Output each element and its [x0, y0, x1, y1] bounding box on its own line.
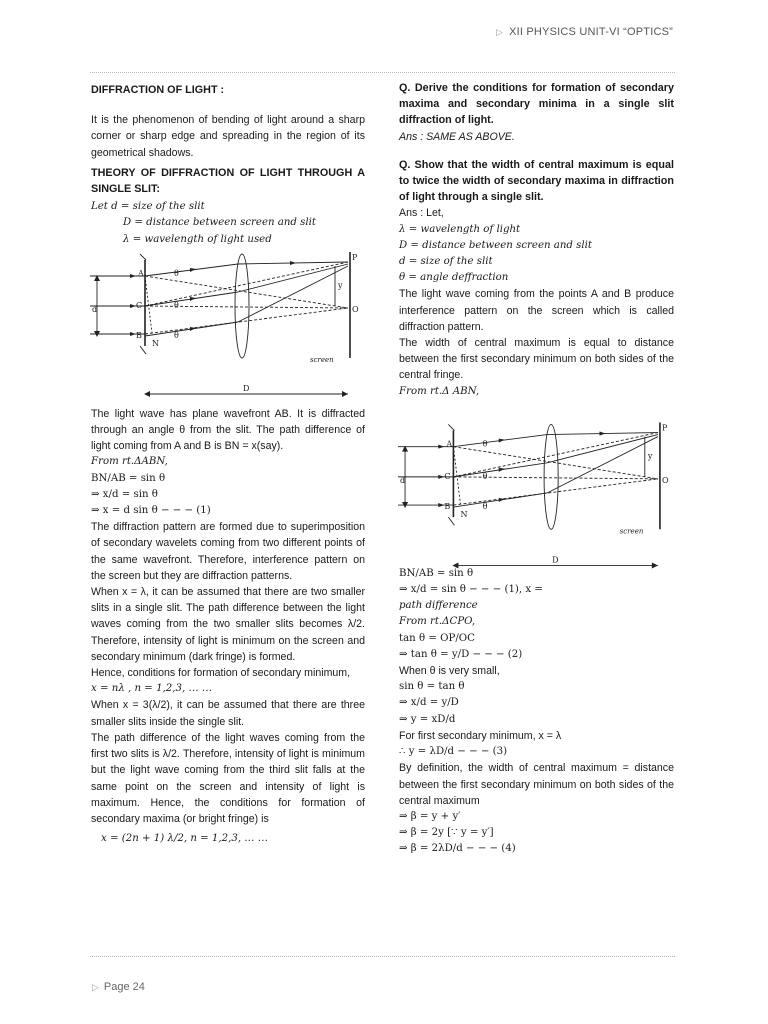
- label-C-r: C: [444, 471, 451, 481]
- eq-r-3: ∴ y = λD/d − − − (3): [399, 746, 508, 758]
- intro-paragraph: It is the phenomenon of bending of light around a sharp corner or sharp edge and spreading in the region of its geometrical shadows.: [91, 114, 365, 159]
- label-C: C: [136, 301, 143, 310]
- label-screen: screen: [310, 356, 334, 364]
- eq-r-path-diff: path difference: [399, 600, 478, 612]
- triangle-icon: ▷: [92, 982, 99, 992]
- eq-r-sin-tan: sin θ = tan θ: [399, 681, 465, 693]
- label-B-r: B: [444, 502, 451, 512]
- paragraph-conditions-min: Hence, conditions for formation of secondary minimum,: [91, 667, 351, 680]
- paragraph-interference: The light wave coming from the points A and B produce interference pattern on the screen which is called diffraction pattern.: [399, 288, 674, 333]
- paragraph-conditions-max: The path difference of the light waves coming from the first two slits is λ/2. Therefore, intensity of light is minimum but the light wave coming from the third slit falls at the same point on the screen and intensity of light is maximum. Hence, the conditions for formation of secondary maxima (or bright fringe) is: [91, 731, 365, 825]
- paragraph-definition: By definition, the width of central maximum = distance between the first secondary minimum on both sides of the central maximum: [399, 762, 674, 807]
- eq-r-1: ⇒ x/d = sin θ − − − (1), x =: [399, 584, 543, 596]
- eq-r-beta1: ⇒ β = y + y′: [399, 810, 461, 822]
- diffraction-diagram-right: [398, 415, 670, 575]
- paragraph-diffraction-pattern: The diffraction pattern are formed due to superimposition of secondary wavelets coming from two different points of the same wavefront. Therefore, interference pattern on the screen but they are diffraction patterns.: [91, 521, 365, 582]
- answer-1: Ans : SAME AS ABOVE.: [399, 130, 515, 143]
- eq-r-bn-ab: BN/AB = sin θ: [399, 567, 474, 579]
- eq-r-y: ⇒ y = xD/d: [399, 713, 456, 725]
- question-2: Q. Show that the width of central maximum is equal to twice the width of secondary maxima in diffraction of light through a single slit.: [399, 158, 674, 204]
- heading-theory: THEORY OF DIFFRACTION OF LIGHT THROUGH A SINGLE SLIT:: [91, 166, 365, 196]
- label-D: D: [243, 384, 250, 393]
- label-D-r: D: [552, 555, 559, 565]
- let-lambda: λ = wavelength of light used: [123, 233, 272, 245]
- eq-bn-ab: BN/AB = sin θ: [91, 472, 166, 484]
- left-column: [91, 80, 365, 847]
- label-theta-2: θ: [174, 301, 179, 310]
- eq-r-tan: tan θ = OP/OC: [399, 632, 475, 644]
- label-theta-2-r: θ: [482, 471, 488, 481]
- label-P-r: P: [661, 423, 668, 433]
- eq-max: x = (2n + 1) λ/2, n = 1,2,3, … …: [101, 833, 268, 845]
- from-cpo: From rt.ΔCPO,: [399, 616, 476, 628]
- label-theta-1: θ: [174, 269, 179, 278]
- eq-r-2: ⇒ tan θ = y/D − − − (2): [399, 648, 523, 660]
- label-d: d: [92, 305, 98, 314]
- paragraph-three-slits: When x = 3(λ/2), it can be assumed that there are three smaller slits inside the single slit.: [91, 699, 365, 728]
- label-theta-3: θ: [174, 331, 179, 340]
- from-abn-right: From rt.Δ ABN,: [399, 385, 480, 397]
- var-lambda: λ = wavelength of light: [399, 223, 521, 235]
- footer-divider: [90, 956, 675, 957]
- label-A-r: A: [446, 439, 453, 449]
- label-N: N: [152, 339, 159, 348]
- page-header: [496, 24, 673, 40]
- heading-diffraction: DIFFRACTION OF LIGHT :: [91, 84, 225, 96]
- label-A: A: [138, 269, 144, 278]
- page-footer: [92, 979, 145, 995]
- eq-r-4: ⇒ β = 2λD/d − − − (4): [399, 843, 516, 855]
- label-P: P: [352, 253, 358, 262]
- let-D: D = distance between screen and slit: [123, 217, 317, 229]
- label-d-r: d: [400, 475, 406, 485]
- label-theta-3-r: θ: [482, 502, 488, 512]
- question-1: Q. Derive the conditions for formation of secondary maxima and secondary minima in a single slit diffraction of light.: [399, 82, 674, 127]
- header-divider: [90, 72, 675, 73]
- var-D: D = distance between screen and slit: [399, 239, 593, 251]
- label-y-r: y: [647, 451, 653, 461]
- page-number: Page 24: [103, 981, 145, 993]
- triangle-icon: ▷: [495, 27, 504, 37]
- header-title: XII PHYSICS UNIT-VI “OPTICS”: [509, 26, 673, 38]
- eq-1: ⇒ x = d sin θ − − − (1): [91, 505, 211, 517]
- eq-r-beta2: ⇒ β = 2y [∵ y = y′]: [399, 827, 494, 839]
- label-theta-1-r: θ: [482, 439, 488, 449]
- label-O-r: O: [661, 475, 669, 485]
- paragraph-central-max: The width of central maximum is equal to distance between the first secondary minimum on both sides of the central fringe.: [399, 337, 674, 382]
- label-y: y: [338, 281, 343, 290]
- eq-r-ratio: ⇒ x/d = y/D: [399, 697, 459, 709]
- eq-x-d: ⇒ x/d = sin θ: [91, 488, 158, 500]
- label-N-r: N: [460, 510, 468, 520]
- paragraph-first-min: For first secondary minimum, x = λ: [399, 729, 562, 742]
- var-theta: θ = angle deffraction: [399, 272, 509, 284]
- label-O: O: [352, 305, 359, 314]
- paragraph-two-slits: When x = λ, it can be assumed that there are two smaller slits in a single slit. The path difference between the light waves coming from the two smaller slits becomes λ/2. Therefore, intensity of light is minimum on the screen and secondary minimum (dark fringe) is formed.: [91, 586, 365, 663]
- answer-let: Ans : Let,: [399, 207, 444, 220]
- let-d: Let d = size of the slit: [91, 201, 205, 213]
- label-B: B: [136, 331, 142, 340]
- eq-min: x = nλ , n = 1,2,3, … …: [91, 683, 213, 695]
- diffraction-diagram-left: [90, 246, 360, 402]
- var-d: d = size of the slit: [399, 256, 493, 268]
- paragraph-wavefront: The light wave has plane wavefront AB. It is diffracted through an angle θ from the slit. The path difference of light coming from A and B is BN = x(say).: [91, 407, 365, 453]
- from-abn: From rt.ΔABN,: [91, 456, 168, 468]
- label-screen-r: screen: [619, 526, 644, 536]
- paragraph-small-theta: When θ is very small,: [399, 665, 500, 678]
